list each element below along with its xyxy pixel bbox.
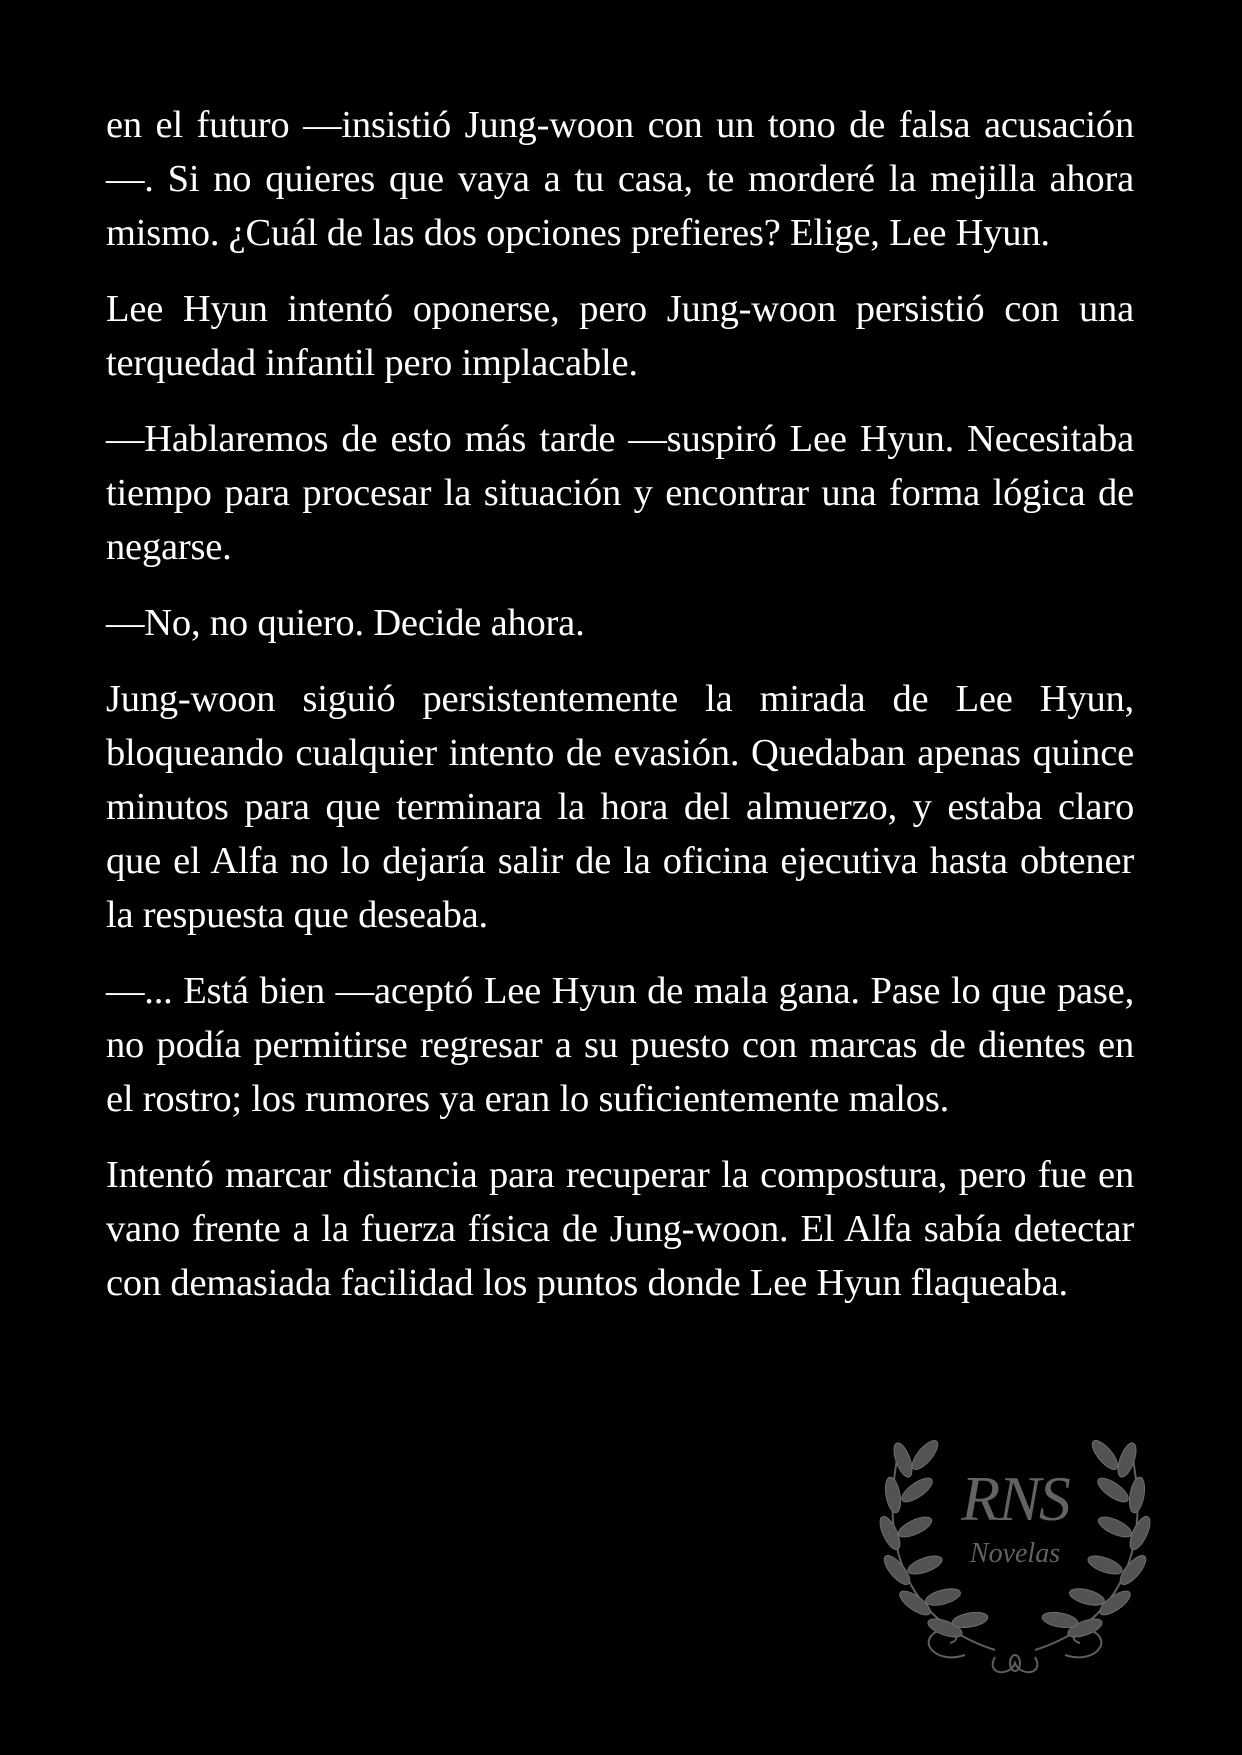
paragraph: Jung-woon siguió persistentemente la mirada de Lee Hyun, bloqueando cualquier intento de evasión. Quedaban apenas quince minutos para que terminara la hora del almuerzo, y estaba claro que el Alfa no lo dejaría salir de la oficina ejecutiva hasta obtener la respuesta que deseaba. [106, 678, 1134, 936]
paragraph: Lee Hyun intentó oponerse, pero Jung-woon persistió con una terquedad infantil pero implacable. [106, 288, 1134, 384]
watermark-subtitle: Novelas [969, 1538, 1061, 1569]
paragraph: Intentó marcar distancia para recuperar la compostura, pero fue en vano frente a la fuerza física de Jung-woon. El Alfa sabía detectar con demasiada facilidad los puntos donde Lee Hyun flaqueaba. [106, 1154, 1134, 1304]
paragraph: en el futuro —insistió Jung-woon con un tono de falsa acusación—. Si no quieres que vaya a tu casa, te morderé la mejilla ahora mismo. ¿Cuál de las dos opciones prefieres? Elige, Lee Hyun. [106, 104, 1134, 254]
watermark-logo [845, 1425, 1185, 1685]
paragraph: —Hablaremos de esto más tarde —suspiró Lee Hyun. Necesitaba tiempo para procesar la situación y encontrar una forma lógica de negarse. [106, 418, 1134, 568]
watermark-title: RNS [961, 1463, 1069, 1534]
paragraph: —No, no quiero. Decide ahora. [106, 602, 585, 644]
chapter-text [106, 98, 1134, 1332]
paragraph: —... Está bien —aceptó Lee Hyun de mala gana. Pase lo que pase, no podía permitirse regresar a su puesto con marcas de dientes en el rostro; los rumores ya eran lo suficientemente malos. [106, 970, 1134, 1120]
